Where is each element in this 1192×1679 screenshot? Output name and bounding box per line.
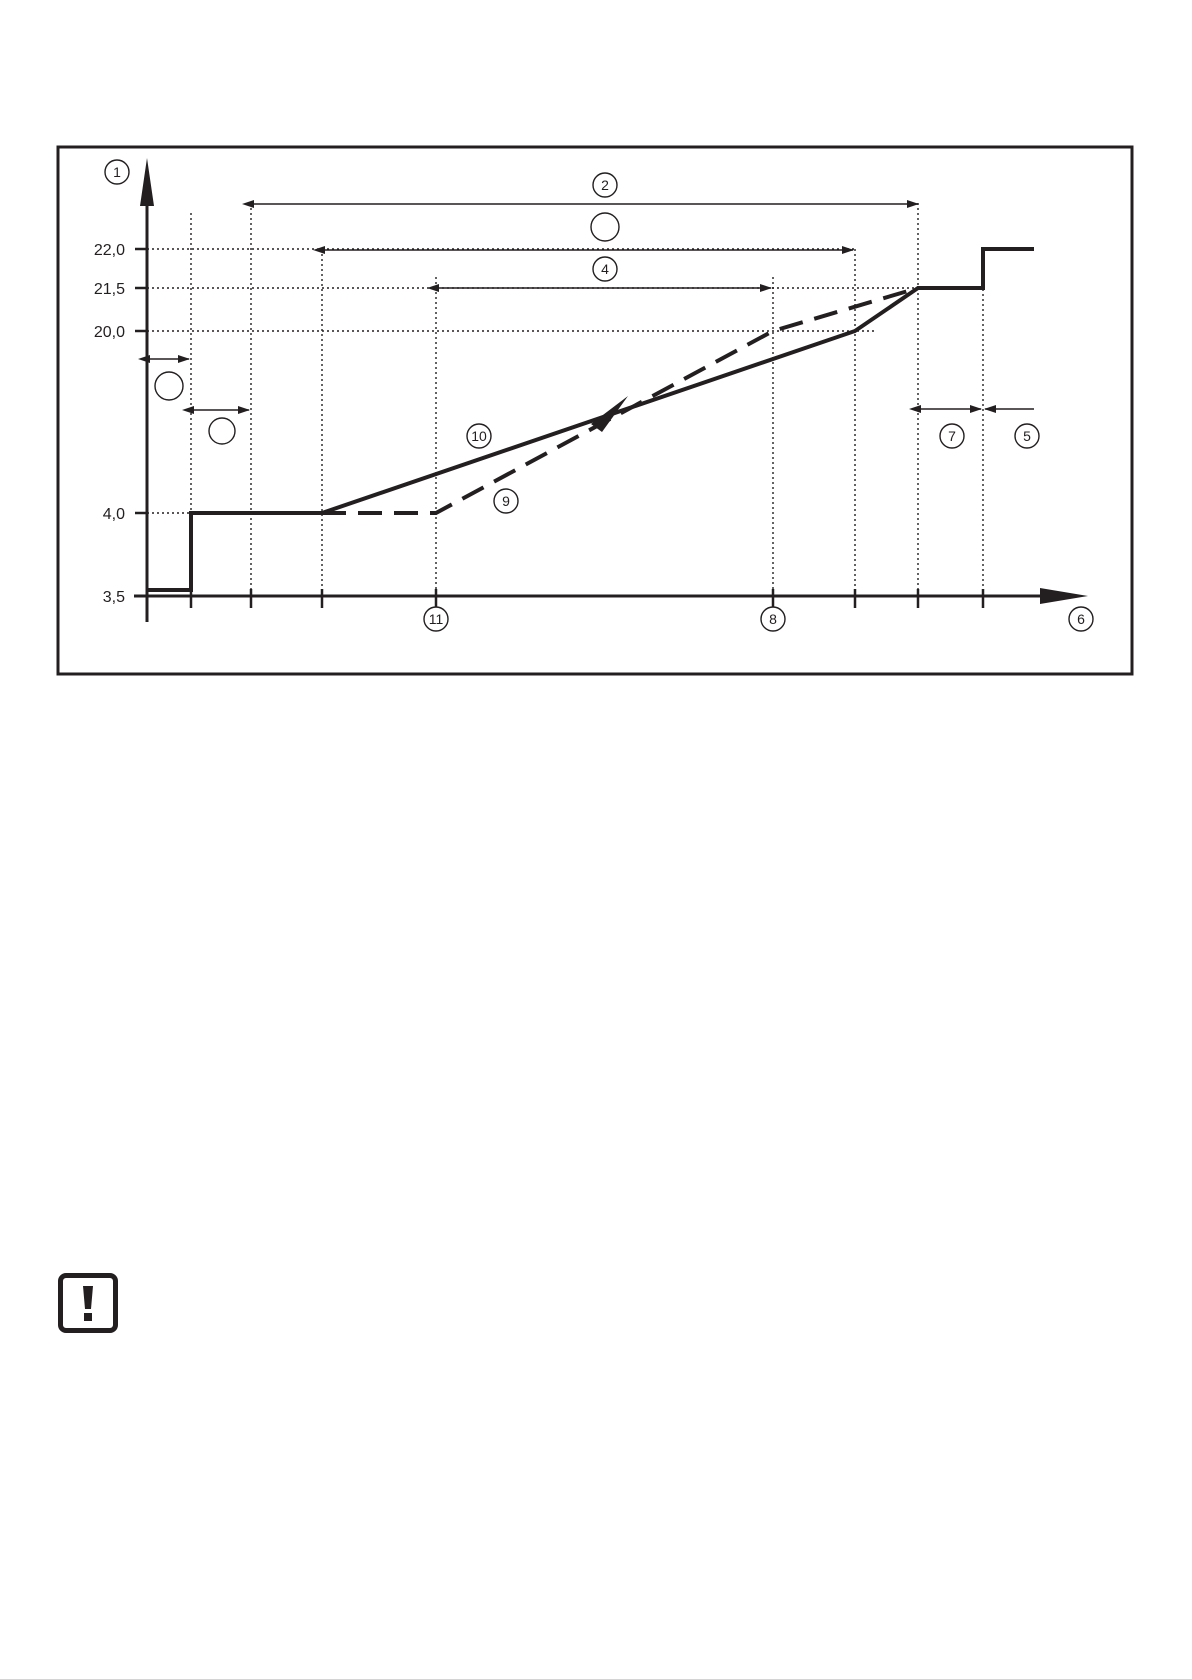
callout-markers <box>102 160 1093 631</box>
callout-number: 9 <box>502 493 510 509</box>
x-axis-ticks <box>191 589 983 608</box>
y-tick-label: 4,0 <box>102 506 125 523</box>
dashed-curve <box>322 288 918 513</box>
y-tick-label: 20,0 <box>93 324 125 341</box>
exclamation-warning-icon <box>58 1273 118 1333</box>
callout-number: 8 <box>769 611 777 627</box>
callout-number: 7 <box>948 428 956 444</box>
callout-solid-curve <box>467 424 491 448</box>
callout-number: 11 <box>428 611 444 627</box>
callout-left-a <box>155 372 183 400</box>
exclamation-glyph <box>63 1278 113 1328</box>
y-axis-arrow <box>140 158 154 206</box>
dotted-guides <box>147 203 983 596</box>
callout-circle <box>591 213 619 241</box>
callout-left-b <box>209 418 235 444</box>
solid-curve <box>147 249 1034 590</box>
callout-right-a <box>940 424 964 448</box>
callout-y-axis <box>105 160 129 184</box>
callout-circle <box>155 372 183 400</box>
y-axis-tick-labels <box>94 242 125 606</box>
callout-number: 10 <box>471 428 487 444</box>
callout-dashed-curve <box>494 489 518 513</box>
curves <box>147 249 1034 590</box>
dimension-arrows <box>149 204 1034 410</box>
callout-x-axis <box>1069 607 1093 631</box>
callout-span-top <box>593 173 617 197</box>
callout-number: 4 <box>601 261 609 277</box>
callout-number: 2 <box>601 177 609 193</box>
y-tick-label: 21,5 <box>93 281 125 298</box>
callout-x-mark-a <box>424 607 448 631</box>
callout-circle <box>209 418 235 444</box>
callout-span-inner <box>593 257 617 281</box>
x-axis-arrow <box>1040 588 1088 604</box>
callout-number: 5 <box>1023 428 1031 444</box>
callout-x-mark-b <box>761 607 785 631</box>
callout-span-mid <box>591 213 619 241</box>
y-axis-ticks <box>135 249 147 596</box>
y-tick-label: 3,5 <box>102 589 125 606</box>
callout-right-b <box>1015 424 1039 448</box>
callout-number: 1 <box>113 164 121 180</box>
callout-number: 6 <box>1077 611 1085 627</box>
y-tick-label: 22,0 <box>93 242 125 259</box>
